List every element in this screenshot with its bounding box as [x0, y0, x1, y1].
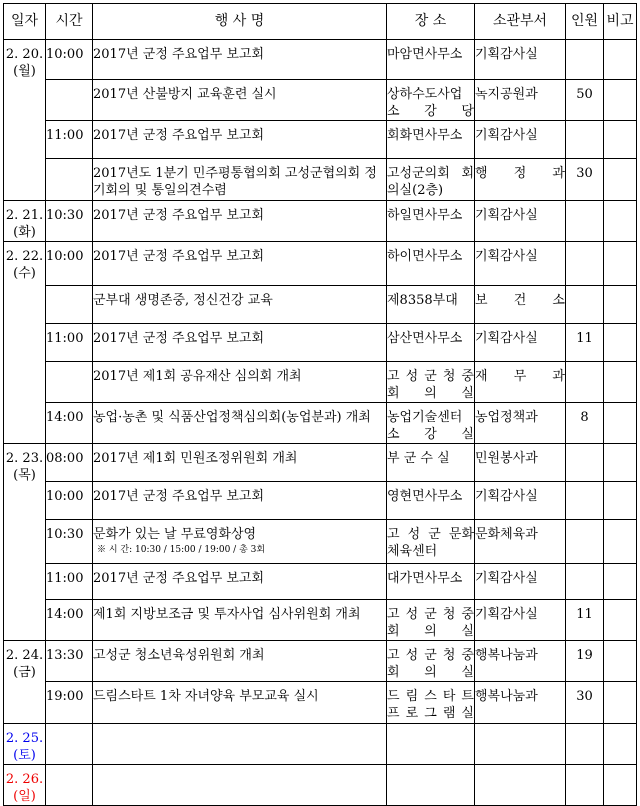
event-title: 2017년도 1분기 민주평통협의회 고성군협의회 정기회의 및 통일의견수렴 — [93, 166, 377, 198]
note-cell — [604, 564, 637, 600]
place-text: 고 성 군 청 중 회 의 실 — [387, 648, 474, 680]
dept-text: 민원봉사과 — [475, 451, 538, 466]
time-cell: 11:00 — [46, 564, 93, 600]
time-cell: 10:00 — [46, 482, 93, 520]
event-title: 2017년 군정 주요업무 보고회 — [93, 331, 265, 346]
count-cell — [566, 201, 604, 242]
event-title: 고성군 청소년육성위원회 개최 — [93, 648, 265, 663]
note-cell — [604, 600, 637, 641]
time-cell — [46, 159, 93, 201]
event-title: 제1회 지방보조금 및 투자사업 심사위원회 개최 — [93, 607, 361, 622]
weekday-label: (목) — [13, 468, 36, 483]
count-cell: 11 — [566, 324, 604, 362]
date-label: 2. 24. — [5, 648, 44, 663]
date-label: 2. 23. — [5, 451, 44, 466]
event-title: 드림스타트 1차 자녀양육 부모교육 실시 — [93, 689, 319, 704]
count-cell — [566, 482, 604, 520]
time-cell: 10:00 — [46, 40, 93, 80]
dept-cell — [475, 564, 566, 600]
dept-text: 기획감사실 — [475, 128, 538, 143]
table-row — [4, 564, 637, 600]
event-cell — [93, 564, 387, 600]
place-text: 하이면사무소 — [387, 249, 463, 264]
note-cell — [604, 482, 637, 520]
time-cell — [46, 80, 93, 121]
event-title: 2017년 군정 주요업무 보고회 — [93, 47, 265, 62]
event-cell — [93, 242, 387, 286]
place-cell — [387, 641, 475, 682]
event-cell — [93, 362, 387, 403]
count-cell: 11 — [566, 600, 604, 641]
date-cell — [4, 201, 46, 242]
time-cell: 13:30 — [46, 641, 93, 682]
place-cell — [387, 159, 475, 201]
count-cell — [566, 40, 604, 80]
place-cell — [387, 242, 475, 286]
header-date: 일자 — [4, 4, 46, 40]
count-cell — [566, 564, 604, 600]
count-cell — [566, 242, 604, 286]
date-cell — [4, 724, 46, 765]
dept-cell — [475, 286, 566, 324]
dept-text: 기획감사실 — [475, 331, 538, 346]
header-place: 장 소 — [387, 4, 475, 40]
dept-cell — [475, 724, 566, 765]
time-cell: 14:00 — [46, 403, 93, 444]
date-cell — [4, 641, 46, 724]
table-row — [4, 159, 637, 201]
event-title: 2017년 군정 주요업무 보고회 — [93, 249, 265, 264]
table-row — [4, 520, 637, 564]
weekday-label: (수) — [13, 266, 36, 281]
table-row — [4, 242, 637, 286]
table-row — [4, 724, 637, 765]
note-cell — [604, 444, 637, 482]
table-row — [4, 121, 637, 159]
weekday-label: (금) — [13, 665, 36, 680]
place-text: 회화면사무소 — [387, 128, 463, 143]
dept-text: 기획감사실 — [475, 571, 538, 586]
place-cell — [387, 403, 475, 444]
place-text: 고 성 군 청 중 회 의 실 — [387, 607, 474, 639]
dept-cell — [475, 362, 566, 403]
date-label: 2. 22. — [5, 249, 44, 264]
table-row — [4, 80, 637, 121]
date-cell — [4, 242, 46, 444]
event-cell — [93, 324, 387, 362]
dept-cell — [475, 80, 566, 121]
count-cell — [566, 362, 604, 403]
time-cell: 10:30 — [46, 201, 93, 242]
note-cell — [604, 121, 637, 159]
table-body — [4, 40, 637, 806]
header-time: 시간 — [46, 4, 93, 40]
dept-text: 재 무 과 — [475, 369, 565, 384]
place-cell — [387, 362, 475, 403]
dept-cell — [475, 482, 566, 520]
event-title: 군부대 생명존중, 정신건강 교육 — [93, 293, 273, 308]
weekday-label: (일) — [13, 789, 36, 804]
event-cell — [93, 403, 387, 444]
event-title: 2017년 제1회 공유재산 심의회 개최 — [93, 369, 302, 384]
event-title: 2017년 군정 주요업무 보고회 — [93, 571, 265, 586]
table-row — [4, 324, 637, 362]
note-cell — [604, 520, 637, 564]
time-cell — [46, 362, 93, 403]
time-cell: 19:00 — [46, 682, 93, 724]
dept-cell — [475, 403, 566, 444]
count-cell — [566, 765, 604, 806]
header-note: 비고 — [604, 4, 637, 40]
dept-text: 기획감사실 — [475, 47, 538, 62]
note-cell — [604, 682, 637, 724]
note-cell — [604, 403, 637, 444]
date-cell — [4, 40, 46, 201]
table-row — [4, 444, 637, 482]
dept-text: 행복나눔과 — [475, 689, 538, 704]
event-cell — [93, 482, 387, 520]
place-text: 고 성 군 청 중 회 의 실 — [387, 369, 474, 401]
time-cell: 10:00 — [46, 242, 93, 286]
event-title: 문화가 있는 날 무료영화상영 — [93, 527, 257, 542]
place-text: 농업기술센터 소 강 실 — [387, 410, 474, 442]
time-cell: 10:30 — [46, 520, 93, 564]
place-text: 마암면사무소 — [387, 47, 463, 62]
note-cell — [604, 362, 637, 403]
place-cell — [387, 724, 475, 765]
table-row — [4, 682, 637, 724]
dept-text: 행 정 과 — [475, 166, 565, 181]
dept-cell — [475, 444, 566, 482]
count-cell — [566, 520, 604, 564]
place-text: 드 림 스 타 트 프 로 그 램 실 — [387, 689, 474, 721]
time-cell — [46, 286, 93, 324]
place-cell — [387, 564, 475, 600]
event-cell — [93, 641, 387, 682]
time-cell: 08:00 — [46, 444, 93, 482]
place-text: 제8358부대 — [387, 293, 458, 308]
count-cell: 30 — [566, 682, 604, 724]
event-cell — [93, 286, 387, 324]
dept-cell — [475, 641, 566, 682]
dept-text: 녹지공원과 — [475, 87, 538, 102]
dept-cell — [475, 159, 566, 201]
event-title: 2017년 산불방지 교육훈련 실시 — [93, 87, 277, 102]
note-cell — [604, 80, 637, 121]
place-cell — [387, 80, 475, 121]
place-cell — [387, 201, 475, 242]
note-cell — [604, 324, 637, 362]
header-event: 행 사 명 — [93, 4, 387, 40]
place-cell — [387, 682, 475, 724]
dept-cell — [475, 324, 566, 362]
dept-text: 기획감사실 — [475, 249, 538, 264]
header-dept: 소관부서 — [475, 4, 566, 40]
count-cell: 50 — [566, 80, 604, 121]
place-text: 고성군의회 회의실(2층) — [387, 166, 474, 198]
count-cell — [566, 121, 604, 159]
place-text: 부 군 수 실 — [387, 451, 450, 466]
note-cell — [604, 40, 637, 80]
note-cell — [604, 201, 637, 242]
table-header — [4, 4, 637, 40]
dept-text: 농업정책과 — [475, 410, 538, 425]
event-cell — [93, 520, 387, 564]
header-count: 인원 — [566, 4, 604, 40]
place-cell — [387, 286, 475, 324]
place-text: 삼산면사무소 — [387, 331, 463, 346]
time-cell — [46, 765, 93, 806]
date-label: 2. 26. — [5, 772, 44, 787]
event-note: ※ 시 간: 10:30 / 15:00 / 19:00 / 총 3회 — [97, 545, 266, 555]
dept-text: 보 건 소 — [475, 293, 565, 308]
date-label: 2. 21. — [5, 208, 44, 223]
place-text: 하일면사무소 — [387, 208, 463, 223]
event-cell — [93, 201, 387, 242]
dept-text: 기획감사실 — [475, 607, 538, 622]
place-cell — [387, 324, 475, 362]
time-cell — [46, 724, 93, 765]
table-row — [4, 286, 637, 324]
weekday-label: (토) — [13, 748, 36, 763]
place-cell — [387, 40, 475, 80]
table-row — [4, 403, 637, 444]
date-label: 2. 20. — [5, 47, 44, 62]
event-cell — [93, 682, 387, 724]
place-text: 대가면사무소 — [387, 571, 463, 586]
schedule-table — [3, 3, 637, 806]
dept-cell — [475, 600, 566, 641]
dept-cell — [475, 242, 566, 286]
note-cell — [604, 641, 637, 682]
place-cell — [387, 121, 475, 159]
place-text: 고 성 군 문화체육센터 — [387, 527, 474, 559]
dept-cell — [475, 765, 566, 806]
event-title: 2017년 군정 주요업무 보고회 — [93, 208, 265, 223]
dept-text: 행복나눔과 — [475, 648, 538, 663]
table-row — [4, 641, 637, 682]
weekday-label: (월) — [13, 64, 36, 79]
table-row — [4, 40, 637, 80]
table-row — [4, 201, 637, 242]
event-title: 농업·농촌 및 식품산업정책심의회(농업분과) 개최 — [93, 410, 371, 425]
event-title: 2017년 군정 주요업무 보고회 — [93, 128, 265, 143]
event-title: 2017년 제1회 민원조정위원회 개최 — [93, 451, 298, 466]
time-cell: 11:00 — [46, 121, 93, 159]
dept-text: 기획감사실 — [475, 208, 538, 223]
count-cell: 19 — [566, 641, 604, 682]
table-row — [4, 362, 637, 403]
date-cell — [4, 444, 46, 641]
event-cell — [93, 444, 387, 482]
table-row — [4, 765, 637, 806]
place-cell — [387, 482, 475, 520]
event-cell — [93, 159, 387, 201]
time-cell: 14:00 — [46, 600, 93, 641]
dept-cell — [475, 682, 566, 724]
count-cell — [566, 286, 604, 324]
table-row — [4, 600, 637, 641]
count-cell — [566, 724, 604, 765]
dept-text: 기획감사실 — [475, 489, 538, 504]
note-cell — [604, 724, 637, 765]
count-cell: 8 — [566, 403, 604, 444]
event-cell — [93, 724, 387, 765]
place-text: 영현면사무소 — [387, 489, 463, 504]
dept-cell — [475, 201, 566, 242]
place-text: 상하수도사업소 강 당 — [387, 87, 474, 119]
date-cell — [4, 765, 46, 806]
event-cell — [93, 40, 387, 80]
dept-cell — [475, 121, 566, 159]
place-cell — [387, 600, 475, 641]
dept-cell — [475, 520, 566, 564]
dept-cell — [475, 40, 566, 80]
event-cell — [93, 600, 387, 641]
time-cell: 11:00 — [46, 324, 93, 362]
count-cell: 30 — [566, 159, 604, 201]
count-cell — [566, 444, 604, 482]
place-cell — [387, 765, 475, 806]
place-cell — [387, 444, 475, 482]
note-cell — [604, 159, 637, 201]
weekday-label: (화) — [13, 225, 36, 240]
note-cell — [604, 242, 637, 286]
event-title: 2017년 군정 주요업무 보고회 — [93, 489, 265, 504]
event-cell — [93, 121, 387, 159]
table-row — [4, 482, 637, 520]
note-cell — [604, 286, 637, 324]
note-cell — [604, 765, 637, 806]
place-cell — [387, 520, 475, 564]
date-label: 2. 25. — [5, 731, 44, 746]
event-cell — [93, 765, 387, 806]
dept-text: 문화체육과 — [475, 527, 538, 542]
event-cell — [93, 80, 387, 121]
